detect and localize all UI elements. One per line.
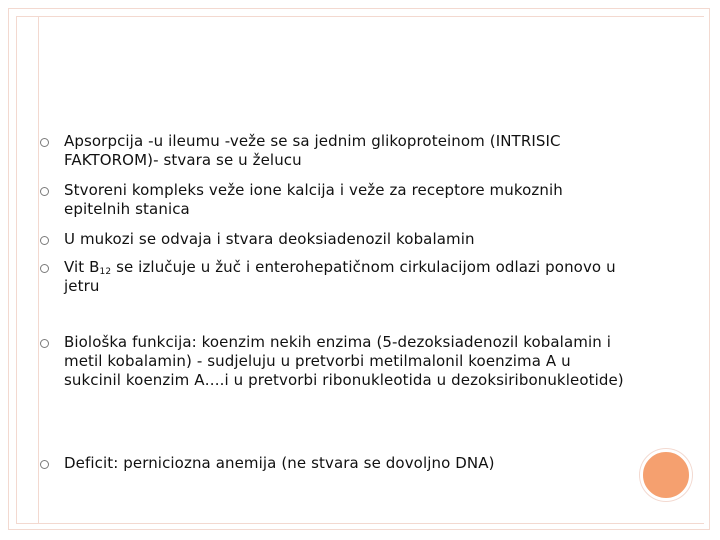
bullet-circle-icon bbox=[40, 138, 49, 147]
bullet-text: Apsorpcija -u ileumu -veže se sa jednim glikoproteinom (INTRISIC FAKTOROM)- stvara se u želucu bbox=[64, 132, 561, 169]
slide-frame-vertical-line bbox=[38, 16, 39, 524]
bullet-text bbox=[64, 258, 624, 296]
subscript: 12 bbox=[99, 267, 112, 277]
accent-circle-decoration bbox=[640, 449, 692, 501]
bullet-circle-icon bbox=[40, 187, 49, 196]
bullet-text-post: se izlučuje u žuč i enterohepatičnom cirkulacijom odlazi ponovo u jetru bbox=[64, 258, 616, 295]
slide-frame-left-band bbox=[16, 16, 39, 524]
bullet-circle-icon bbox=[40, 460, 49, 469]
bullet-text: Stvoreni kompleks veže ione kalcija i veže za receptore mukoznih epitelnih stanica bbox=[64, 181, 563, 218]
bullet-text-pre: Vit B bbox=[64, 258, 100, 276]
bullet-text: U mukozi se odvaja i stvara deoksiadenozil kobalamin bbox=[64, 230, 475, 248]
bullet-circle-icon bbox=[40, 339, 49, 348]
bullet-circle-icon bbox=[40, 236, 49, 245]
bullet-text: Deficit: perniciozna anemija (ne stvara se dovoljno DNA) bbox=[64, 454, 495, 472]
bullet-circle-icon bbox=[40, 264, 49, 273]
slide-frame-bottom-line bbox=[38, 523, 704, 524]
slide-frame-top-line bbox=[38, 16, 704, 17]
bullet-text: Biološka funkcija: koenzim nekih enzima (5-dezoksiadenozil kobalamin i metil kobalamin) - sudjeluju u pretvorbi metilmalonil koenzima A u sukcinil koenzim A….i u pretvorbi ribonukleotida u dezoksiribonukleotide) bbox=[64, 333, 624, 389]
